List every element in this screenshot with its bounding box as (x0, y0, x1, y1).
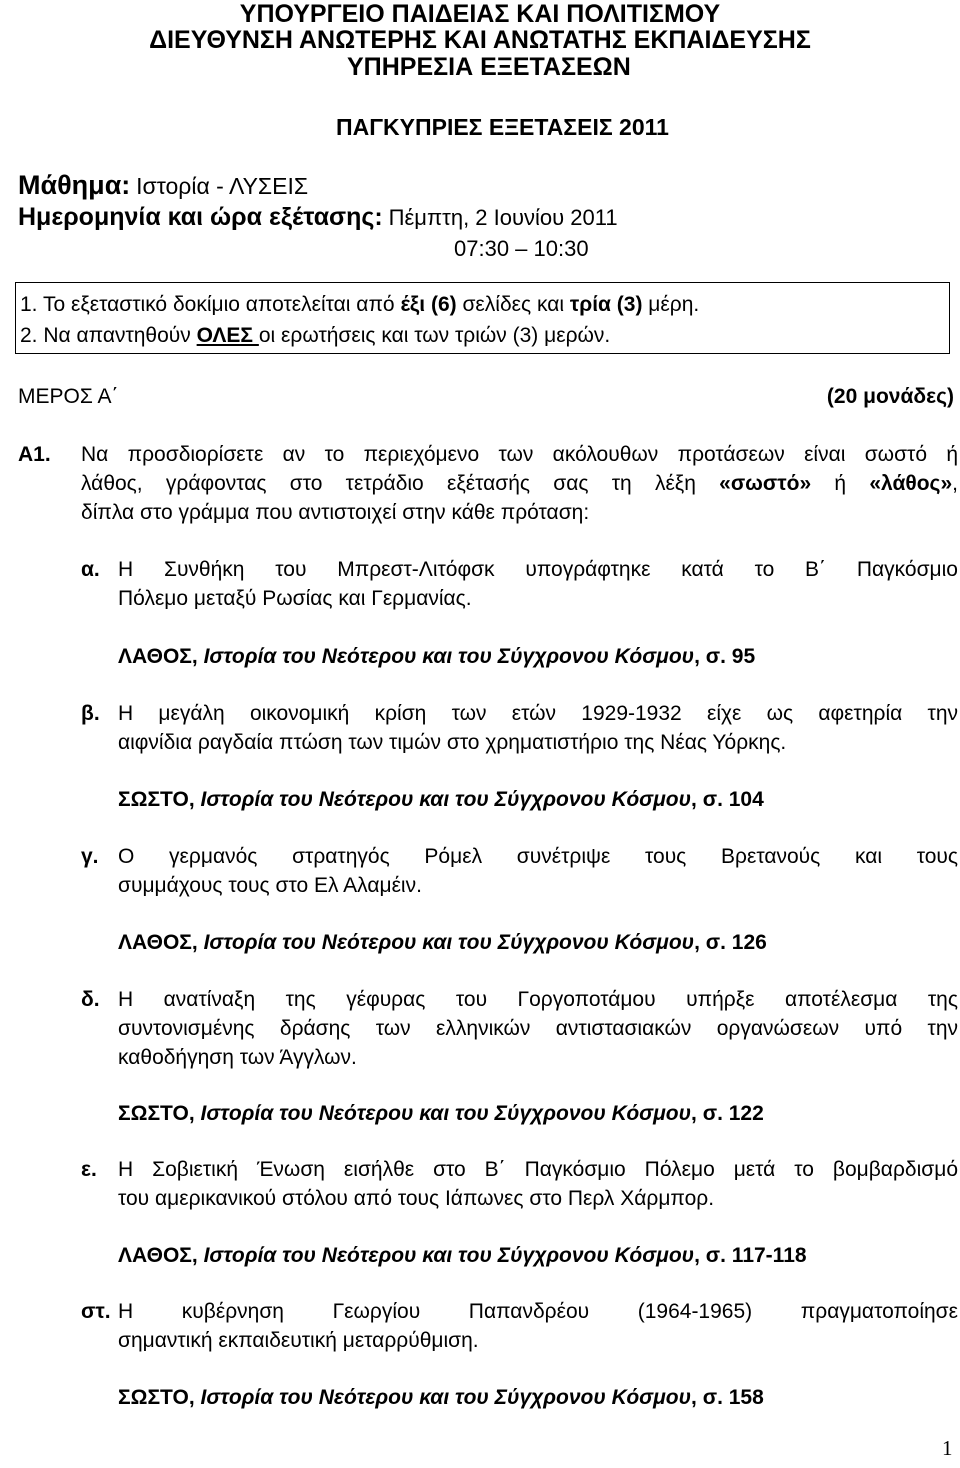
page-number: 1 (942, 1436, 953, 1460)
answer-label: ΣΩΣΤΟ (118, 788, 189, 811)
answer-label: ΛΑΘΟΣ (118, 931, 192, 954)
ministry-heading: ΥΠΟΥΡΓΕΙΟ ΠΑΙΔΕΙΑΣ ΚΑΙ ΠΟΛΙΤΙΣΜΟΥ (239, 0, 721, 28)
answer-label: ΣΩΣΤΟ (118, 1386, 189, 1409)
question-line-3: δίπλα στο γράμμα που αντιστοιχεί στην κάθε πρόταση: (81, 501, 590, 524)
answer-label: ΛΑΘΟΣ (118, 1244, 192, 1267)
question-line-2: λάθος, γράφοντας στο τετράδιο εξέτασής σας τη λέξη «σωστό» ή «λάθος», (81, 472, 958, 495)
answer-label: ΣΩΣΤΟ (118, 1102, 189, 1125)
item-line: του αμερικανικού στόλου από τους Ιάπωνες στο Περλ Χάρμπορ. (118, 1187, 715, 1210)
item-line: αιφνίδια ραγδαία πτώση των τιμών στο χρηματιστήριο της Νέας Υόρκης. (118, 731, 787, 754)
instruction-1-parts: τρία (3) (569, 293, 643, 316)
subject-line (18, 170, 308, 201)
item-statement (118, 699, 958, 757)
instruction-2-all: ΟΛΕΣ (196, 324, 259, 347)
item-line: συντονισμένης δράσης των ελληνικών αντιστασιακών οργανώσεων υπό την (118, 1017, 958, 1040)
instruction-2-text-b: οι ερωτήσεις και των τριών (3) μερών. (258, 324, 611, 347)
item-line: Η Σοβιετική Ένωση εισήλθε στο Β΄ Παγκόσμιο Πόλεμο μετά το βομβαρδισμό (118, 1158, 958, 1181)
answer-label: ΛΑΘΟΣ (118, 645, 192, 668)
part-title: ΜΕΡΟΣ Α΄ (18, 385, 119, 408)
date-line (18, 203, 618, 232)
item-statement (118, 842, 958, 900)
item-letter: δ. (81, 988, 100, 1011)
answer-source: Ιστορία του Νεότερου και του Σύγχρονου Κόσμου (200, 1102, 692, 1125)
answer-page: σ. 126 (705, 931, 767, 954)
item-line: Η μεγάλη οικονομική κρίση των ετών 1929-1932 είχε ως αφετηρία την (118, 702, 958, 725)
item-line: καθοδήγηση των Άγγλων. (118, 1046, 357, 1069)
answer-page: σ. 95 (705, 645, 756, 668)
item-line: Πόλεμο μεταξύ Ρωσίας και Γερμανίας. (118, 587, 472, 610)
item-statement (118, 1155, 958, 1213)
item-answer: ΛΑΘΟΣ, Ιστορία του Νεότερου και του Σύγχρονου Κόσμου, σ. 126 (118, 931, 767, 954)
answer-page: σ. 117-118 (705, 1244, 807, 1267)
question-line-1: Να προσδιορίσετε αν το περιεχόμενο των ακόλουθων προτάσεων είναι σωστό ή (81, 443, 958, 466)
item-line: Ο γερμανός στρατηγός Ρόμελ συνέτριψε τους Βρετανούς και τους (118, 845, 958, 868)
instruction-2 (20, 321, 610, 350)
item-letter: α. (81, 558, 100, 581)
directorate-heading: ΔΙΕΥΘΥΝΣΗ ΑΝΩΤΕΡΗΣ ΚΑΙ ΑΝΩΤΑΤΗΣ ΕΚΠΑΙΔΕΥΣΗΣ (149, 26, 811, 54)
answer-source: Ιστορία του Νεότερου και του Σύγχρονου Κόσμου (203, 1244, 695, 1267)
answer-page: σ. 104 (702, 788, 764, 811)
item-answer: ΛΑΘΟΣ, Ιστορία του Νεότερου και του Σύγχρονου Κόσμου, σ. 95 (118, 645, 756, 668)
item-answer: ΣΩΣΤΟ, Ιστορία του Νεότερου και του Σύγχρονου Κόσμου, σ. 104 (118, 788, 764, 811)
instruction-1-text-c: μέρη. (642, 293, 700, 316)
answer-source: Ιστορία του Νεότερου και του Σύγχρονου Κόσμου (200, 1386, 692, 1409)
item-statement (118, 985, 958, 1072)
item-line: Η ανατίναξη της γέφυρας του Γοργοποτάμου υπήρξε αποτέλεσμα της (118, 988, 958, 1011)
answer-page: σ. 158 (702, 1386, 764, 1409)
item-line: σημαντική εκπαιδευτική μεταρρύθμιση. (118, 1329, 479, 1352)
item-answer: ΛΑΘΟΣ, Ιστορία του Νεότερου και του Σύγχρονου Κόσμου, σ. 117-118 (118, 1244, 807, 1267)
question-number: Α1. (18, 443, 51, 466)
item-letter: στ. (81, 1300, 111, 1323)
instruction-1-text: 1. Το εξεταστικό δοκίμιο αποτελείται από (20, 293, 401, 316)
answer-source: Ιστορία του Νεότερου και του Σύγχρονου Κόσμου (203, 931, 695, 954)
item-line: Η Συνθήκη του Μπρεστ-Λιτόφσκ υπογράφτηκε κατά το Β΄ Παγκόσμιο (118, 558, 958, 581)
item-statement (118, 555, 958, 613)
item-line: συμμάχους τους στο Ελ Αλαμέιν. (118, 874, 422, 897)
item-letter: β. (81, 702, 100, 725)
subject-value: Ιστορία - ΛΥΣΕΙΣ (136, 173, 309, 199)
item-line: Η κυβέρνηση Γεωργίου Παπανδρέου (1964-1965) πραγματοποίησε (118, 1300, 958, 1323)
exams-heading: ΠΑΓΚΥΠΡΙΕΣ ΕΞΕΤΑΣΕΙΣ 2011 (336, 114, 669, 140)
item-letter: ε. (81, 1158, 97, 1181)
part-points: (20 μονάδες) (826, 385, 954, 408)
answer-source: Ιστορία του Νεότερου και του Σύγχρονου Κόσμου (200, 788, 692, 811)
question-text (81, 440, 958, 527)
answer-page: σ. 122 (702, 1102, 764, 1125)
service-heading: ΥΠΗΡΕΣΙΑ ΕΞΕΤΑΣΕΩΝ (347, 53, 631, 81)
item-letter: γ. (81, 845, 99, 868)
instruction-1 (20, 290, 699, 319)
instruction-2-text: 2. Να απαντηθούν (20, 324, 197, 347)
subject-label: Μάθημα: (18, 170, 131, 200)
time-value: 07:30 – 10:30 (454, 236, 589, 261)
date-value: Πέμπτη, 2 Ιουνίου 2011 (388, 205, 618, 230)
answer-source: Ιστορία του Νεότερου και του Σύγχρονου Κόσμου (203, 645, 695, 668)
instruction-1-text-b: σελίδες και (456, 293, 570, 316)
instruction-1-pages: έξι (6) (400, 293, 457, 316)
item-statement (118, 1297, 958, 1355)
item-answer: ΣΩΣΤΟ, Ιστορία του Νεότερου και του Σύγχρονου Κόσμου, σ. 122 (118, 1102, 764, 1125)
item-answer: ΣΩΣΤΟ, Ιστορία του Νεότερου και του Σύγχρονου Κόσμου, σ. 158 (118, 1386, 764, 1409)
date-label: Ημερομηνία και ώρα εξέτασης: (18, 203, 383, 231)
